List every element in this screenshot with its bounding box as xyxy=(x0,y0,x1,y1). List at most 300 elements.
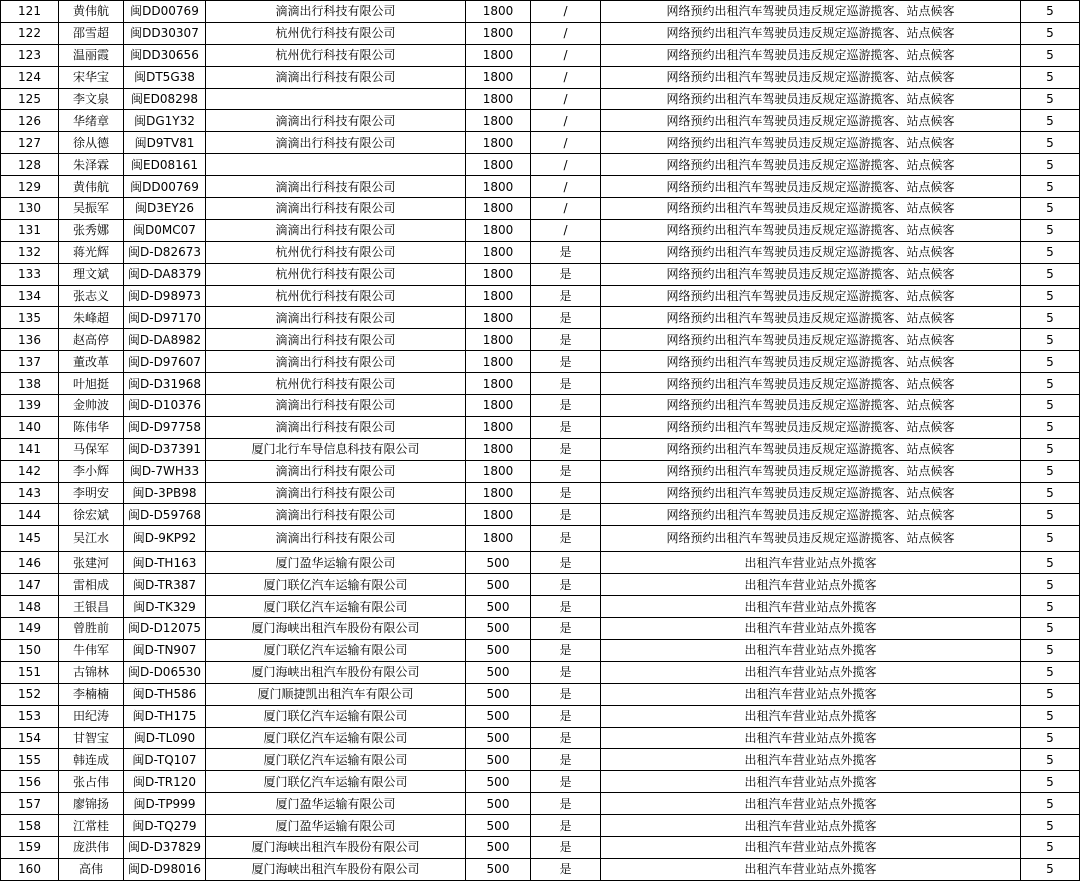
cell-fine-amount: 1800 xyxy=(466,329,531,351)
table-row xyxy=(1,351,1080,373)
cell-company: 滴滴出行科技有限公司 xyxy=(206,307,466,329)
cell-fine-amount: 500 xyxy=(466,749,531,771)
cell-fine-amount: 500 xyxy=(466,683,531,705)
table-row xyxy=(1,705,1080,727)
cell-fine-amount: 1800 xyxy=(466,132,531,154)
cell-number: 139 xyxy=(1,395,59,417)
cell-number: 122 xyxy=(1,22,59,44)
cell-plate-number: 闽DG1Y32 xyxy=(124,110,206,132)
cell-fine-amount: 1800 xyxy=(466,219,531,241)
cell-points: 5 xyxy=(1021,110,1080,132)
cell-flag: 是 xyxy=(531,416,601,438)
cell-company: 杭州优行科技有限公司 xyxy=(206,22,466,44)
cell-flag: / xyxy=(531,22,601,44)
cell-plate-number: 闽D-TK329 xyxy=(124,596,206,618)
cell-company: 滴滴出行科技有限公司 xyxy=(206,198,466,220)
table-row xyxy=(1,88,1080,110)
cell-flag: 是 xyxy=(531,504,601,526)
cell-company: 杭州优行科技有限公司 xyxy=(206,44,466,66)
cell-company: 滴滴出行科技有限公司 xyxy=(206,460,466,482)
cell-violation: 出租汽车营业站点外揽客 xyxy=(601,618,1021,640)
cell-violation: 网络预约出租汽车驾驶员违反规定巡游揽客、站点候客 xyxy=(601,373,1021,395)
cell-points: 5 xyxy=(1021,219,1080,241)
cell-flag: 是 xyxy=(531,749,601,771)
cell-violation: 网络预约出租汽车驾驶员违反规定巡游揽客、站点候客 xyxy=(601,1,1021,23)
cell-points: 5 xyxy=(1021,618,1080,640)
cell-plate-number: 闽D-D10376 xyxy=(124,395,206,417)
cell-driver-name: 张秀娜 xyxy=(59,219,124,241)
cell-number: 131 xyxy=(1,219,59,241)
cell-fine-amount: 1800 xyxy=(466,351,531,373)
cell-flag: / xyxy=(531,88,601,110)
cell-violation: 出租汽车营业站点外揽客 xyxy=(601,683,1021,705)
cell-company: 厦门海峡出租汽车股份有限公司 xyxy=(206,836,466,858)
table-row xyxy=(1,552,1080,574)
cell-flag: / xyxy=(531,198,601,220)
cell-points: 5 xyxy=(1021,705,1080,727)
cell-fine-amount: 500 xyxy=(466,815,531,837)
cell-points: 5 xyxy=(1021,416,1080,438)
cell-violation: 网络预约出租汽车驾驶员违反规定巡游揽客、站点候客 xyxy=(601,504,1021,526)
cell-flag: / xyxy=(531,44,601,66)
cell-violation: 网络预约出租汽车驾驶员违反规定巡游揽客、站点候客 xyxy=(601,44,1021,66)
cell-plate-number: 闽ED08161 xyxy=(124,154,206,176)
cell-points: 5 xyxy=(1021,307,1080,329)
cell-driver-name: 叶旭挺 xyxy=(59,373,124,395)
table-row xyxy=(1,482,1080,504)
cell-company: 滴滴出行科技有限公司 xyxy=(206,504,466,526)
cell-driver-name: 蒋光辉 xyxy=(59,241,124,263)
cell-number: 141 xyxy=(1,438,59,460)
cell-fine-amount: 500 xyxy=(466,639,531,661)
table-row xyxy=(1,219,1080,241)
cell-number: 148 xyxy=(1,596,59,618)
cell-violation: 网络预约出租汽车驾驶员违反规定巡游揽客、站点候客 xyxy=(601,110,1021,132)
table-row xyxy=(1,373,1080,395)
cell-fine-amount: 1800 xyxy=(466,526,531,552)
cell-points: 5 xyxy=(1021,793,1080,815)
cell-flag: / xyxy=(531,176,601,198)
cell-company: 厦门联亿汽车运输有限公司 xyxy=(206,574,466,596)
cell-company: 杭州优行科技有限公司 xyxy=(206,263,466,285)
cell-violation: 网络预约出租汽车驾驶员违反规定巡游揽客、站点候客 xyxy=(601,176,1021,198)
cell-plate-number: 闽D-3PB98 xyxy=(124,482,206,504)
table-row xyxy=(1,683,1080,705)
cell-points: 5 xyxy=(1021,263,1080,285)
cell-number: 145 xyxy=(1,526,59,552)
cell-plate-number: 闽D-D82673 xyxy=(124,241,206,263)
cell-driver-name: 李文泉 xyxy=(59,88,124,110)
cell-plate-number: 闽D-TH163 xyxy=(124,552,206,574)
cell-driver-name: 徐从德 xyxy=(59,132,124,154)
cell-number: 121 xyxy=(1,1,59,23)
cell-driver-name: 曾胜前 xyxy=(59,618,124,640)
table-row xyxy=(1,771,1080,793)
cell-violation: 网络预约出租汽车驾驶员违反规定巡游揽客、站点候客 xyxy=(601,22,1021,44)
cell-plate-number: 闽D-TQ279 xyxy=(124,815,206,837)
cell-plate-number: 闽D0MC07 xyxy=(124,219,206,241)
cell-fine-amount: 500 xyxy=(466,858,531,880)
cell-violation: 出租汽车营业站点外揽客 xyxy=(601,749,1021,771)
cell-points: 5 xyxy=(1021,683,1080,705)
cell-fine-amount: 1800 xyxy=(466,1,531,23)
cell-number: 133 xyxy=(1,263,59,285)
cell-fine-amount: 1800 xyxy=(466,241,531,263)
cell-flag: 是 xyxy=(531,241,601,263)
table-row xyxy=(1,132,1080,154)
cell-number: 156 xyxy=(1,771,59,793)
table-row xyxy=(1,110,1080,132)
cell-company: 厦门联亿汽车运输有限公司 xyxy=(206,705,466,727)
cell-violation: 出租汽车营业站点外揽客 xyxy=(601,661,1021,683)
cell-flag: 是 xyxy=(531,815,601,837)
cell-driver-name: 理文斌 xyxy=(59,263,124,285)
cell-flag: 是 xyxy=(531,395,601,417)
cell-flag: 是 xyxy=(531,329,601,351)
cell-number: 155 xyxy=(1,749,59,771)
cell-fine-amount: 500 xyxy=(466,705,531,727)
cell-flag: / xyxy=(531,154,601,176)
cell-points: 5 xyxy=(1021,482,1080,504)
cell-plate-number: 闽D-D37391 xyxy=(124,438,206,460)
cell-points: 5 xyxy=(1021,596,1080,618)
cell-plate-number: 闽D-D37829 xyxy=(124,836,206,858)
cell-company: 滴滴出行科技有限公司 xyxy=(206,1,466,23)
cell-company: 滴滴出行科技有限公司 xyxy=(206,351,466,373)
cell-company: 厦门顺捷凯出租汽车有限公司 xyxy=(206,683,466,705)
cell-points: 5 xyxy=(1021,132,1080,154)
cell-number: 157 xyxy=(1,793,59,815)
cell-driver-name: 金帅波 xyxy=(59,395,124,417)
cell-points: 5 xyxy=(1021,395,1080,417)
cell-plate-number: 闽D-TQ107 xyxy=(124,749,206,771)
cell-number: 127 xyxy=(1,132,59,154)
cell-fine-amount: 1800 xyxy=(466,66,531,88)
cell-driver-name: 华绪章 xyxy=(59,110,124,132)
cell-driver-name: 宋华宝 xyxy=(59,66,124,88)
cell-company xyxy=(206,154,466,176)
cell-plate-number: 闽DD00769 xyxy=(124,176,206,198)
cell-violation: 出租汽车营业站点外揽客 xyxy=(601,793,1021,815)
cell-company: 厦门联亿汽车运输有限公司 xyxy=(206,749,466,771)
cell-points: 5 xyxy=(1021,22,1080,44)
cell-plate-number: 闽DT5G38 xyxy=(124,66,206,88)
cell-driver-name: 徐宏斌 xyxy=(59,504,124,526)
cell-driver-name: 韩连成 xyxy=(59,749,124,771)
cell-plate-number: 闽D9TV81 xyxy=(124,132,206,154)
cell-points: 5 xyxy=(1021,373,1080,395)
cell-flag: 是 xyxy=(531,836,601,858)
cell-number: 147 xyxy=(1,574,59,596)
cell-driver-name: 马保军 xyxy=(59,438,124,460)
cell-points: 5 xyxy=(1021,44,1080,66)
cell-violation: 出租汽车营业站点外揽客 xyxy=(601,815,1021,837)
cell-flag: 是 xyxy=(531,263,601,285)
cell-plate-number: 闽D-7WH33 xyxy=(124,460,206,482)
cell-fine-amount: 1800 xyxy=(466,44,531,66)
cell-plate-number: 闽D-TR120 xyxy=(124,771,206,793)
cell-number: 160 xyxy=(1,858,59,880)
cell-number: 126 xyxy=(1,110,59,132)
cell-driver-name: 李楠楠 xyxy=(59,683,124,705)
cell-number: 132 xyxy=(1,241,59,263)
cell-flag: 是 xyxy=(531,639,601,661)
cell-company: 厦门北行车导信息科技有限公司 xyxy=(206,438,466,460)
cell-flag: / xyxy=(531,66,601,88)
cell-flag: 是 xyxy=(531,793,601,815)
cell-plate-number: 闽D-TR387 xyxy=(124,574,206,596)
cell-number: 142 xyxy=(1,460,59,482)
cell-points: 5 xyxy=(1021,460,1080,482)
cell-fine-amount: 1800 xyxy=(466,373,531,395)
cell-fine-amount: 1800 xyxy=(466,22,531,44)
cell-company: 滴滴出行科技有限公司 xyxy=(206,395,466,417)
cell-violation: 出租汽车营业站点外揽客 xyxy=(601,639,1021,661)
table-row xyxy=(1,504,1080,526)
cell-driver-name: 李小辉 xyxy=(59,460,124,482)
cell-fine-amount: 1800 xyxy=(466,307,531,329)
cell-points: 5 xyxy=(1021,749,1080,771)
cell-driver-name: 庞洪伟 xyxy=(59,836,124,858)
table-row xyxy=(1,66,1080,88)
table-row xyxy=(1,574,1080,596)
cell-violation: 出租汽车营业站点外揽客 xyxy=(601,858,1021,880)
cell-number: 130 xyxy=(1,198,59,220)
cell-violation: 网络预约出租汽车驾驶员违反规定巡游揽客、站点候客 xyxy=(601,438,1021,460)
cell-points: 5 xyxy=(1021,552,1080,574)
cell-company: 厦门海峡出租汽车股份有限公司 xyxy=(206,661,466,683)
cell-plate-number: 闽D-TH586 xyxy=(124,683,206,705)
cell-points: 5 xyxy=(1021,815,1080,837)
cell-violation: 网络预约出租汽车驾驶员违反规定巡游揽客、站点候客 xyxy=(601,154,1021,176)
cell-plate-number: 闽DD00769 xyxy=(124,1,206,23)
cell-points: 5 xyxy=(1021,661,1080,683)
cell-company: 杭州优行科技有限公司 xyxy=(206,241,466,263)
cell-plate-number: 闽D-TP999 xyxy=(124,793,206,815)
table-row xyxy=(1,727,1080,749)
cell-plate-number: 闽D-TH175 xyxy=(124,705,206,727)
cell-driver-name: 张建河 xyxy=(59,552,124,574)
cell-plate-number: 闽D-D12075 xyxy=(124,618,206,640)
cell-flag: / xyxy=(531,110,601,132)
cell-number: 123 xyxy=(1,44,59,66)
cell-flag: 是 xyxy=(531,351,601,373)
table-row xyxy=(1,307,1080,329)
table-row xyxy=(1,241,1080,263)
cell-fine-amount: 1800 xyxy=(466,285,531,307)
cell-driver-name: 廖锦扬 xyxy=(59,793,124,815)
cell-fine-amount: 1800 xyxy=(466,110,531,132)
cell-number: 135 xyxy=(1,307,59,329)
cell-flag: 是 xyxy=(531,526,601,552)
cell-company: 滴滴出行科技有限公司 xyxy=(206,219,466,241)
cell-fine-amount: 1800 xyxy=(466,416,531,438)
cell-driver-name: 张占伟 xyxy=(59,771,124,793)
cell-flag: / xyxy=(531,219,601,241)
cell-points: 5 xyxy=(1021,351,1080,373)
cell-points: 5 xyxy=(1021,504,1080,526)
cell-points: 5 xyxy=(1021,329,1080,351)
cell-violation: 网络预约出租汽车驾驶员违反规定巡游揽客、站点候客 xyxy=(601,307,1021,329)
cell-driver-name: 赵高停 xyxy=(59,329,124,351)
table-row xyxy=(1,526,1080,552)
cell-number: 140 xyxy=(1,416,59,438)
cell-number: 159 xyxy=(1,836,59,858)
cell-company: 厦门盈华运输有限公司 xyxy=(206,552,466,574)
cell-points: 5 xyxy=(1021,526,1080,552)
cell-company: 厦门联亿汽车运输有限公司 xyxy=(206,596,466,618)
cell-violation: 网络预约出租汽车驾驶员违反规定巡游揽客、站点候客 xyxy=(601,416,1021,438)
cell-flag: 是 xyxy=(531,482,601,504)
cell-driver-name: 董改革 xyxy=(59,351,124,373)
cell-driver-name: 邵雪超 xyxy=(59,22,124,44)
cell-driver-name: 江常桂 xyxy=(59,815,124,837)
cell-violation: 网络预约出租汽车驾驶员违反规定巡游揽客、站点候客 xyxy=(601,329,1021,351)
cell-driver-name: 吴江水 xyxy=(59,526,124,552)
cell-plate-number: 闽D-D98973 xyxy=(124,285,206,307)
cell-fine-amount: 500 xyxy=(466,552,531,574)
cell-points: 5 xyxy=(1021,1,1080,23)
cell-points: 5 xyxy=(1021,66,1080,88)
cell-points: 5 xyxy=(1021,88,1080,110)
cell-fine-amount: 500 xyxy=(466,727,531,749)
cell-number: 128 xyxy=(1,154,59,176)
cell-number: 143 xyxy=(1,482,59,504)
cell-flag: 是 xyxy=(531,460,601,482)
table-row xyxy=(1,618,1080,640)
cell-company: 厦门海峡出租汽车股份有限公司 xyxy=(206,858,466,880)
cell-flag: 是 xyxy=(531,438,601,460)
cell-company: 厦门联亿汽车运输有限公司 xyxy=(206,727,466,749)
cell-fine-amount: 1800 xyxy=(466,263,531,285)
cell-number: 150 xyxy=(1,639,59,661)
cell-fine-amount: 500 xyxy=(466,596,531,618)
cell-driver-name: 黄伟航 xyxy=(59,176,124,198)
cell-company: 滴滴出行科技有限公司 xyxy=(206,110,466,132)
cell-plate-number: 闽D-9KP92 xyxy=(124,526,206,552)
cell-flag: 是 xyxy=(531,727,601,749)
cell-company: 杭州优行科技有限公司 xyxy=(206,373,466,395)
table-row xyxy=(1,438,1080,460)
cell-number: 138 xyxy=(1,373,59,395)
cell-company: 滴滴出行科技有限公司 xyxy=(206,416,466,438)
cell-driver-name: 王银昌 xyxy=(59,596,124,618)
cell-plate-number: 闽DD30656 xyxy=(124,44,206,66)
cell-violation: 出租汽车营业站点外揽客 xyxy=(601,705,1021,727)
cell-number: 146 xyxy=(1,552,59,574)
cell-flag: 是 xyxy=(531,574,601,596)
cell-number: 125 xyxy=(1,88,59,110)
cell-plate-number: 闽D3EY26 xyxy=(124,198,206,220)
cell-driver-name: 温丽霞 xyxy=(59,44,124,66)
cell-number: 158 xyxy=(1,815,59,837)
cell-fine-amount: 500 xyxy=(466,661,531,683)
cell-violation: 出租汽车营业站点外揽客 xyxy=(601,836,1021,858)
cell-violation: 出租汽车营业站点外揽客 xyxy=(601,552,1021,574)
cell-violation: 出租汽车营业站点外揽客 xyxy=(601,771,1021,793)
cell-flag: 是 xyxy=(531,307,601,329)
table-row xyxy=(1,815,1080,837)
table-row xyxy=(1,44,1080,66)
table-row xyxy=(1,416,1080,438)
cell-flag: 是 xyxy=(531,705,601,727)
cell-number: 137 xyxy=(1,351,59,373)
cell-fine-amount: 1800 xyxy=(466,154,531,176)
cell-company: 厦门联亿汽车运输有限公司 xyxy=(206,639,466,661)
cell-flag: 是 xyxy=(531,683,601,705)
cell-company: 杭州优行科技有限公司 xyxy=(206,285,466,307)
cell-driver-name: 张志义 xyxy=(59,285,124,307)
table-row xyxy=(1,639,1080,661)
cell-fine-amount: 500 xyxy=(466,793,531,815)
cell-company xyxy=(206,88,466,110)
cell-points: 5 xyxy=(1021,154,1080,176)
cell-violation: 出租汽车营业站点外揽客 xyxy=(601,574,1021,596)
cell-company: 滴滴出行科技有限公司 xyxy=(206,329,466,351)
table-row xyxy=(1,1,1080,23)
cell-points: 5 xyxy=(1021,727,1080,749)
cell-company: 厦门盈华运输有限公司 xyxy=(206,815,466,837)
table-row xyxy=(1,749,1080,771)
cell-driver-name: 古锦林 xyxy=(59,661,124,683)
cell-plate-number: 闽D-D98016 xyxy=(124,858,206,880)
cell-violation: 网络预约出租汽车驾驶员违反规定巡游揽客、站点候客 xyxy=(601,198,1021,220)
table-body xyxy=(1,1,1080,881)
table-row xyxy=(1,154,1080,176)
cell-driver-name: 陈伟华 xyxy=(59,416,124,438)
cell-flag: 是 xyxy=(531,285,601,307)
cell-company: 滴滴出行科技有限公司 xyxy=(206,176,466,198)
cell-fine-amount: 500 xyxy=(466,771,531,793)
cell-plate-number: 闽D-D97170 xyxy=(124,307,206,329)
cell-violation: 网络预约出租汽车驾驶员违反规定巡游揽客、站点候客 xyxy=(601,460,1021,482)
cell-fine-amount: 1800 xyxy=(466,198,531,220)
table-row xyxy=(1,596,1080,618)
cell-violation: 网络预约出租汽车驾驶员违反规定巡游揽客、站点候客 xyxy=(601,482,1021,504)
cell-number: 144 xyxy=(1,504,59,526)
cell-fine-amount: 1800 xyxy=(466,504,531,526)
cell-points: 5 xyxy=(1021,836,1080,858)
cell-company: 厦门海峡出租汽车股份有限公司 xyxy=(206,618,466,640)
cell-violation: 网络预约出租汽车驾驶员违反规定巡游揽客、站点候客 xyxy=(601,219,1021,241)
cell-fine-amount: 1800 xyxy=(466,438,531,460)
cell-number: 136 xyxy=(1,329,59,351)
cell-driver-name: 吴振军 xyxy=(59,198,124,220)
cell-fine-amount: 1800 xyxy=(466,176,531,198)
cell-driver-name: 高伟 xyxy=(59,858,124,880)
table-row xyxy=(1,198,1080,220)
cell-fine-amount: 1800 xyxy=(466,395,531,417)
cell-points: 5 xyxy=(1021,285,1080,307)
cell-driver-name: 甘智宝 xyxy=(59,727,124,749)
cell-violation: 网络预约出租汽车驾驶员违反规定巡游揽客、站点候客 xyxy=(601,351,1021,373)
table-row xyxy=(1,858,1080,880)
cell-driver-name: 朱泽霖 xyxy=(59,154,124,176)
cell-points: 5 xyxy=(1021,241,1080,263)
cell-points: 5 xyxy=(1021,858,1080,880)
cell-flag: 是 xyxy=(531,661,601,683)
cell-driver-name: 朱峰超 xyxy=(59,307,124,329)
cell-company: 滴滴出行科技有限公司 xyxy=(206,526,466,552)
cell-points: 5 xyxy=(1021,176,1080,198)
cell-plate-number: 闽D-D31968 xyxy=(124,373,206,395)
cell-number: 129 xyxy=(1,176,59,198)
cell-plate-number: 闽D-D59768 xyxy=(124,504,206,526)
cell-number: 152 xyxy=(1,683,59,705)
cell-points: 5 xyxy=(1021,198,1080,220)
cell-points: 5 xyxy=(1021,574,1080,596)
cell-company: 滴滴出行科技有限公司 xyxy=(206,132,466,154)
